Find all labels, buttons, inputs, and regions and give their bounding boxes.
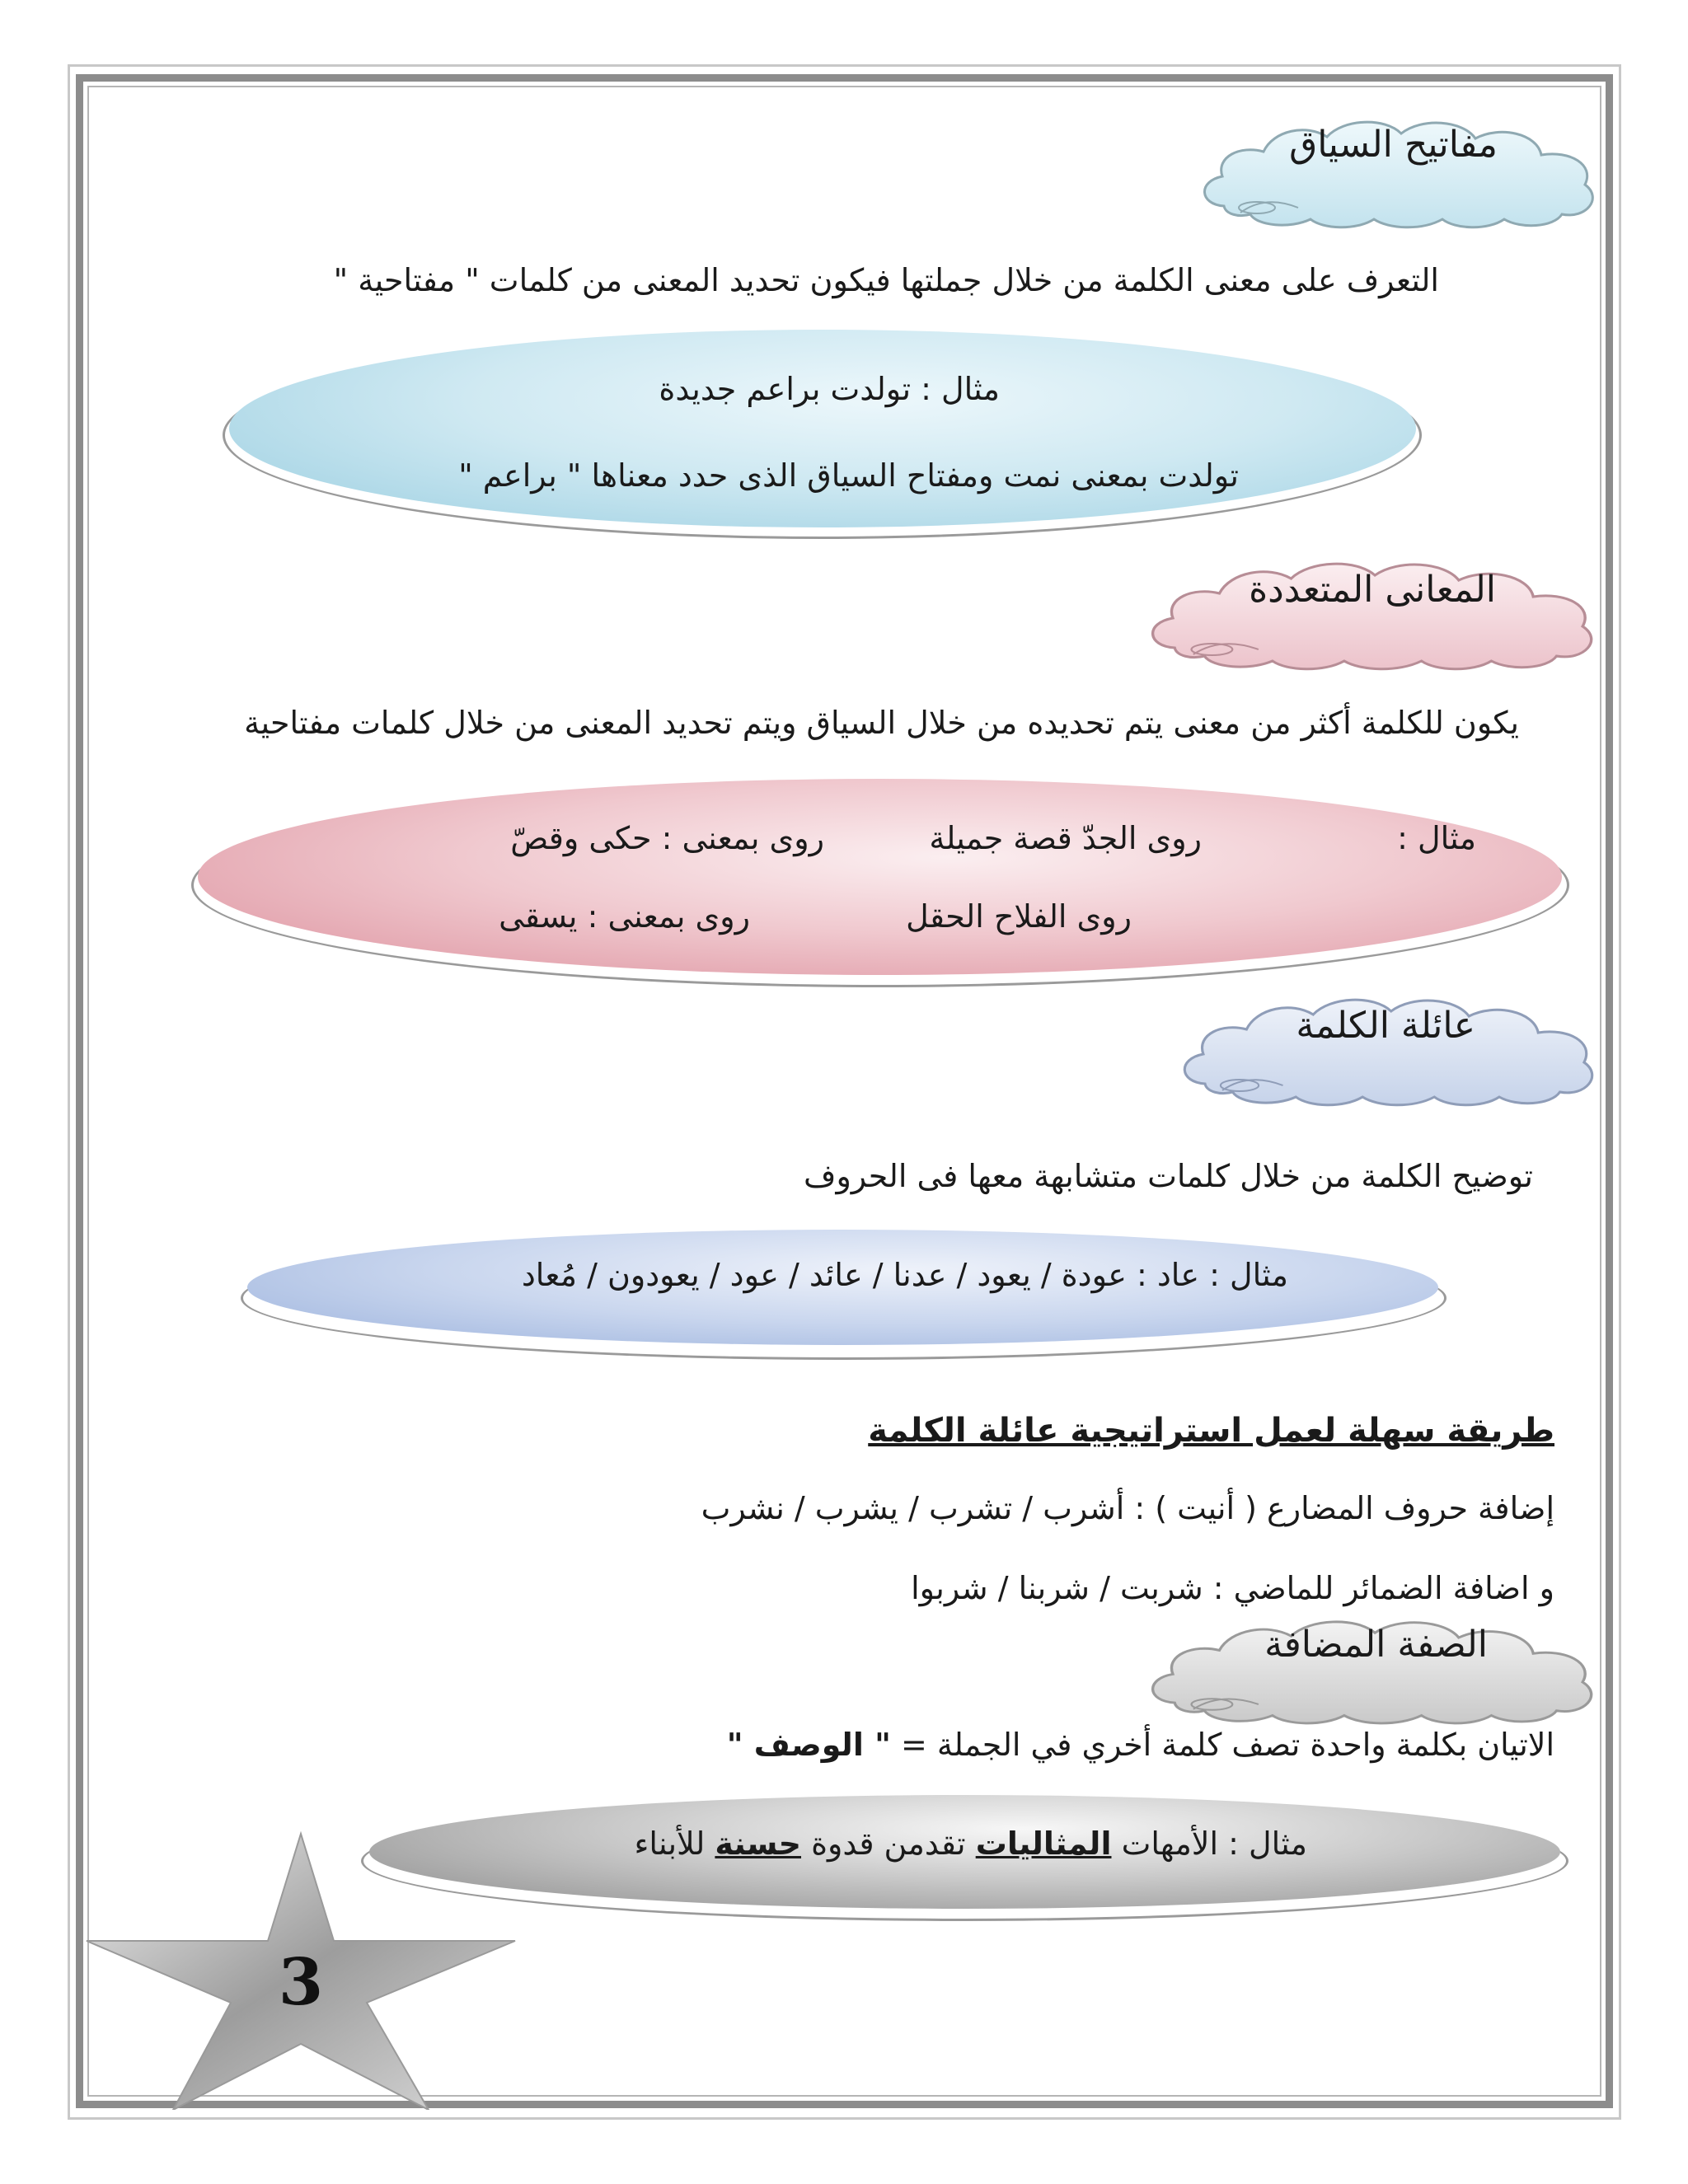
cloud-heading-attribute xyxy=(1137,1615,1603,1727)
section-title-context: مفاتيح السياق xyxy=(1289,124,1498,166)
word-family-example: مثال : عاد : عودة / يعود / عدنا / عائد / عود / يعودون / مُعاد xyxy=(521,1257,1288,1293)
attribute-description-bold: " الوصف " xyxy=(726,1727,891,1763)
section-title-multiple-meanings: المعانى المتعددة xyxy=(1249,569,1496,611)
multiple-meanings-row2-sentence: روى الفلاح الحقل xyxy=(906,898,1132,935)
context-description: التعرف على معنى الكلمة من خلال جملتها فيكون تحديد المعنى من كلمات " مفتاحية " xyxy=(333,262,1439,298)
context-example-line1: مثال : تولدت براعم جديدة xyxy=(659,371,1000,407)
word-family-strategy-heading: طريقة سهلة لعمل استراتيجية عائلة الكلمة xyxy=(868,1412,1554,1450)
section-title-word-family: عائلة الكلمة xyxy=(1296,1005,1475,1047)
multiple-meanings-row1-meaning: روى بمعنى : حكى وقصّ xyxy=(510,820,824,856)
multiple-meanings-pill xyxy=(198,779,1562,975)
attribute-example xyxy=(635,1825,1307,1862)
cloud-heading-multiple-meanings xyxy=(1137,557,1603,673)
page-number-star xyxy=(82,1830,528,2110)
attribute-description-prefix: الاتيان بكلمة واحدة تصف كلمة أخري في الجملة = xyxy=(900,1727,1554,1763)
attribute-example-word2: حسنة xyxy=(715,1825,802,1862)
word-family-description: توضيح الكلمة من خلال كلمات متشابهة معها فى الحروف xyxy=(804,1158,1533,1194)
attribute-example-middle: تقدمن قدوة xyxy=(811,1825,966,1862)
cloud-heading-context xyxy=(1191,115,1603,231)
word-family-strategy-line2: و اضافة الضمائر للماضي : شربت / شربنا / شربوا xyxy=(911,1570,1554,1606)
attribute-example-word1: المثاليات xyxy=(975,1825,1112,1862)
cloud-heading-word-family xyxy=(1170,993,1603,1108)
multiple-meanings-description: يكون للكلمة أكثر من معنى يتم تحديده من خلال السياق ويتم تحديد المعنى من خلال كلمات مفتاحية xyxy=(244,705,1519,741)
context-example-line2: تولدت بمعنى نمت ومفتاح السياق الذى حدد معناها " براعم " xyxy=(458,457,1239,494)
attribute-description xyxy=(727,1727,1554,1763)
multiple-meanings-row1-sentence: روى الجدّ قصة جميلة xyxy=(929,820,1202,856)
attribute-example-prefix: مثال : الأمهات xyxy=(1121,1825,1307,1862)
attribute-example-suffix: للأبناء xyxy=(634,1825,706,1862)
page-number: 3 xyxy=(278,1945,324,2020)
context-example-pill xyxy=(229,330,1416,527)
multiple-meanings-example-label: مثال : xyxy=(1397,820,1476,856)
section-title-attribute: الصفة المضافة xyxy=(1264,1624,1488,1666)
word-family-strategy-line1: إضافة حروف المضارع ( أنيت ) : أشرب / تشرب / يشرب / نشرب xyxy=(701,1490,1554,1526)
multiple-meanings-row2-meaning: روى بمعنى : يسقى xyxy=(499,898,750,935)
